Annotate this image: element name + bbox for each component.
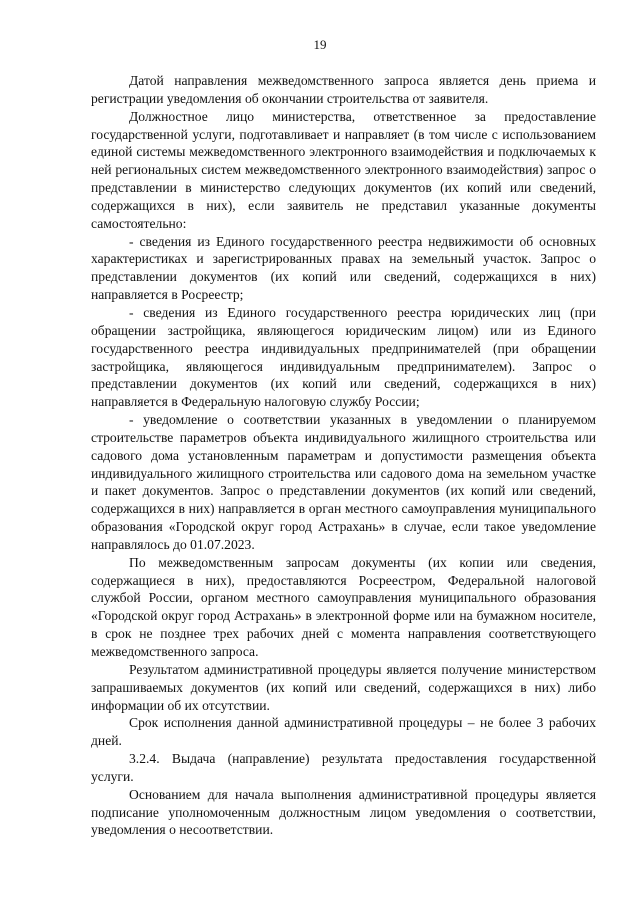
list-item-real-estate-registry: - сведения из Единого государственного реестра недвижимости об основных характеристиках и зарегистрированных правах на земельный участок. Запрос о представлении документов (их копий или сведений, содержащихся в них) направляется в Росреестр; [91,233,596,303]
paragraph-official-request: Должностное лицо министерства, ответственное за предоставление государственной услуги, подготавливает и направляет (в том числе с использованием единой системы межведомственного электронного взаимодействия и подключаемых к ней региональных систем межведомственного электронного взаимодействия) запрос о представлении в министерство следующих документов (их копий или сведений, содержащихся в них), если заявитель не представил указанные документы самостоятельно: [91,108,596,231]
paragraph-procedure-basis: Основанием для начала выполнения административной процедуры является подписание уполномоченным должностным лицом уведомления о соответствии, уведомления о несоответствии. [91,786,596,838]
section-heading-3-2-4: 3.2.4. Выдача (направление) результата предоставления государственной услуги. [91,751,596,784]
list-item-construction-notice: - уведомление о соответствии указанных в уведомлении о планируемом строительстве параметров объекта индивидуального жилищного строительства или садового дома установленным параметрам и допустимости размещения объекта индивидуального жилищного строительства или садового дома на земельном участке и пакет документов. Запрос о представлении документов (их копий или сведений, содержащихся в них) направляется в орган местного самоуправления муниципального образования «Городской округ город Астрахань» в случае, если такое уведомление направлялось до 01.07.2023. [91,412,596,552]
document-body [91,72,596,839]
paragraph-procedure-term: Срок исполнения данной административной процедуры – не более 3 рабочих дней. [91,715,596,749]
paragraph-procedure-result: Результатом административной процедуры является получение министерством запрашиваемых документов (их копий или сведений, содержащихся в них) либо информации об их отсутствии. [91,661,596,713]
list-item-legal-entities-registry: - сведения из Единого государственного реестра юридических лиц (при обращении застройщика, являющегося юридическим лицом) или из Единого государственного реестра индивидуальных предпринимателей (при обращении застройщика, являющегося индивидуальным предпринимателем). Запрос о представлении документов (их копий или сведений, содержащихся в них) направляется в Федеральную налоговую службу России; [91,304,596,410]
page-number: 19 [313,37,327,52]
paragraph-documents-provided: По межведомственным запросам документы (их копии или сведения, содержащиеся в них), предоставляются Росреестром, Федеральной налоговой службой России, органом местного самоуправления муниципального образования «Городской округ город Астрахань» в электронной форме или на бумажном носителе, в срок не позднее трех рабочих дней с момента направления соответствующего межведомственного запроса. [91,554,596,659]
paragraph-request-date: Датой направления межведомственного запроса является день приема и регистрации уведомления об окончании строительства от заявителя. [91,73,596,106]
